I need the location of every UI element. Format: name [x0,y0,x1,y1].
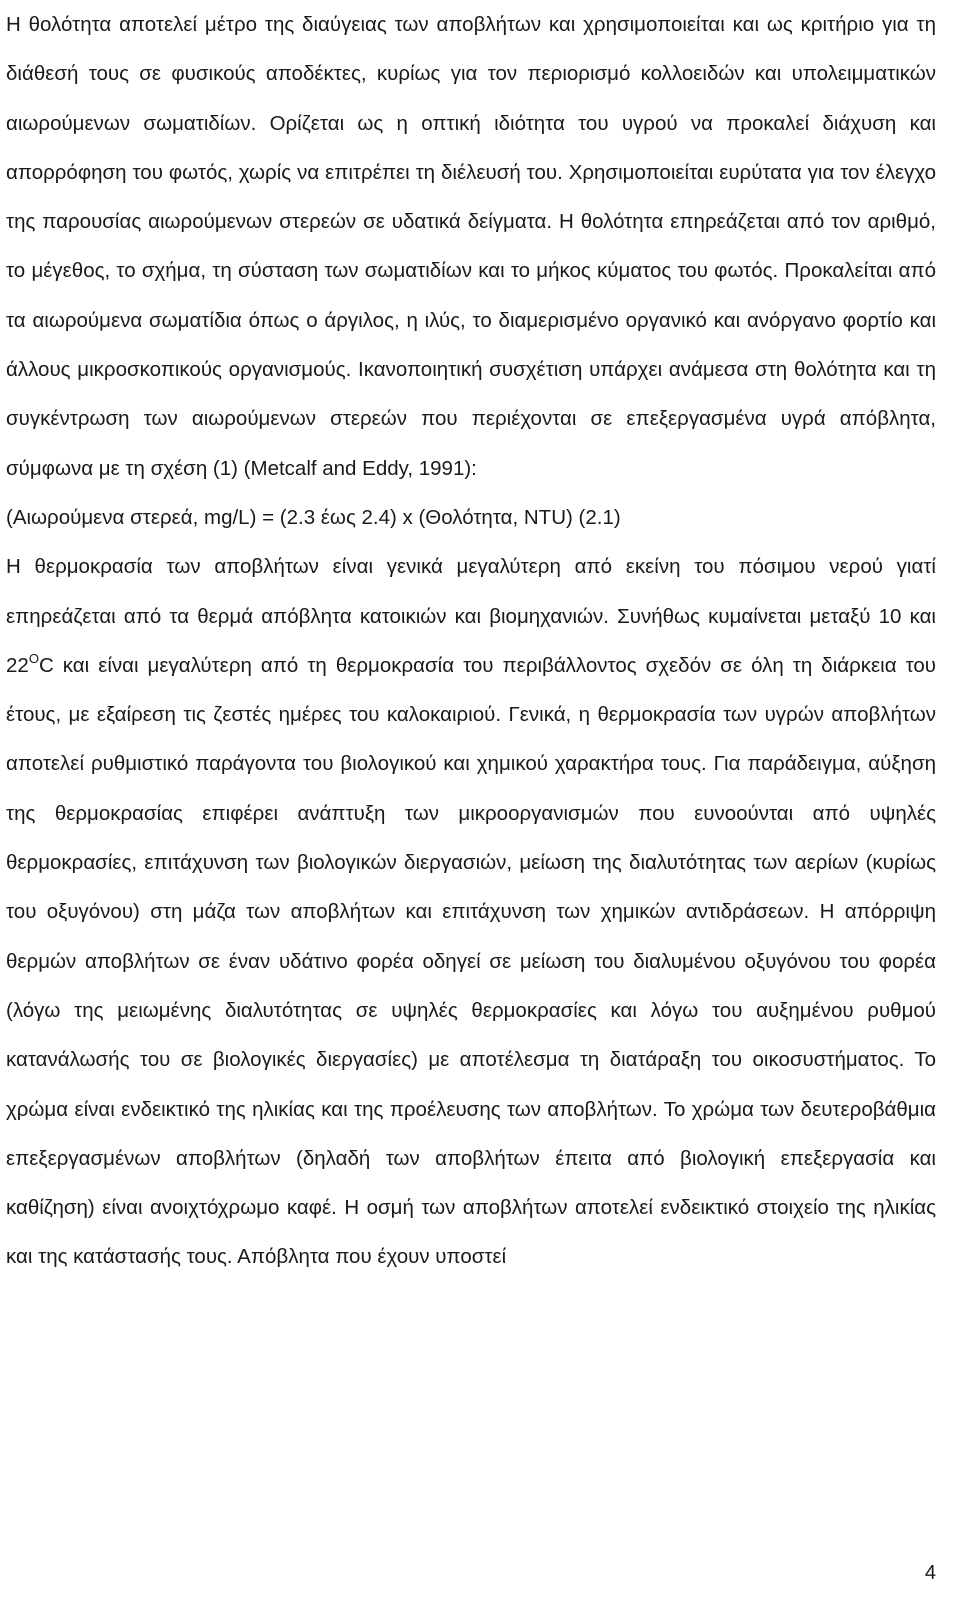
degree-superscript: O [28,650,39,666]
equation-suspended-solids: (Αιωρούμενα στερεά, mg/L) = (2.3 έως 2.4) x (Θολότητα, NTU) (2.1) [6,505,621,529]
paragraph-turbidity: Η θολότητα αποτελεί μέτρο της διαύγειας των αποβλήτων και χρησιμοποιείται και ως κριτήριο για τη διάθεσή τους σε φυσικούς αποδέκτες, κυρίως για τον περιορισμό κολλοειδών και υπολειμματικών αιωρούμενων σωματιδίων. Ορίζεται ως η οπτική ιδιότητα του υγρού να προκαλεί διάχυση και απορρόφηση του φωτός, χωρίς να επιτρέπει τη διέλευσή του. Χρησιμοποιείται ευρύτατα για τον έλεγχο της παρουσίας αιωρούμενων στερεών σε υδατικά δείγματα. Η θολότητα επηρεάζεται από τον αριθμό, το μέγεθος, το σχήμα, τη σύσταση των σωματιδίων και το μήκος κύματος του φωτός. Προκαλείται από τα αιωρούμενα σωματίδια όπως ο άργιλος, η ιλύς, το διαμερισμένο οργανικό και ανόργανο φορτίο και άλλους μικροσκοπικούς οργανισμούς. Ικανοποιητική συσχέτιση υπάρχει ανάμεσα στη θολότητα και τη συγκέντρωση των αιωρούμενων στερεών που περιέχονται σε επεξεργασμένα υγρά απόβλητα, σύμφωνα με τη σχέση (1) (Metcalf and Eddy, 1991): [6,13,936,480]
body-text [6,0,936,1282]
temperature-text-start: Η θερμοκρασία των αποβλήτων είναι γενικά μεγαλύτερη από εκείνη του πόσιμου νερού γιατί επηρεάζεται από τα θερμά απόβλητα κατοικιών και βιομηχανιών. Συνήθως κυμαίνεται μεταξύ 10 και 22 [6,555,936,677]
page-number: 4 [924,1562,936,1584]
temperature-text-rest: C και είναι μεγαλύτερη από τη θερμοκρασία του περιβάλλοντος σχεδόν σε όλη τη διάρκεια του έτους, με εξαίρεση τις ζεστές ημέρες του καλοκαιριού. Γενικά, η θερμοκρασία των υγρών αποβλήτων αποτελεί ρυθμιστικό παράγοντα του βιολογικού και χημικού χαρακτήρα τους. Για παράδειγμα, αύξηση της θερμοκρασίας επιφέρει ανάπτυξη των μικροοργανισμών που ευνοούνται από υψηλές θερμοκρασίες, επιτάχυνση των βιολογικών διεργασιών, μείωση της διαλυτότητας των αερίων (κυρίως του οξυγόνου) στη μάζα των αποβλήτων και επιτάχυνση των χημικών αντιδράσεων. Η απόρριψη θερμών αποβλήτων σε έναν υδάτινο φορέα οδηγεί σε μείωση του διαλυμένου οξυγόνου του φορέα (λόγω της μειωμένης διαλυτότητας σε υψηλές θερμοκρασίες και λόγω του αυξημένου ρυθμού κατανάλωσής του σε βιολογικές διεργασίες) με αποτέλεσμα τη διατάραξη του οικοσυστήματος. Το χρώμα είναι ενδεικτικό της ηλικίας και της προέλευσης των αποβλήτων. Το χρώμα των δευτεροβάθμια επεξεργασμένων αποβλήτων (δηλαδή των αποβλήτων έπειτα από βιολογική επεξεργασία και καθίζηση) είναι ανοιχτόχρωμο καφέ. Η οσμή των αποβλήτων αποτελεί ενδεικτικό στοιχείο της ηλικίας και της κατάστασής τους. Απόβλητα που έχουν υποστεί [6,653,936,1269]
paragraph-temperature [6,542,936,1281]
